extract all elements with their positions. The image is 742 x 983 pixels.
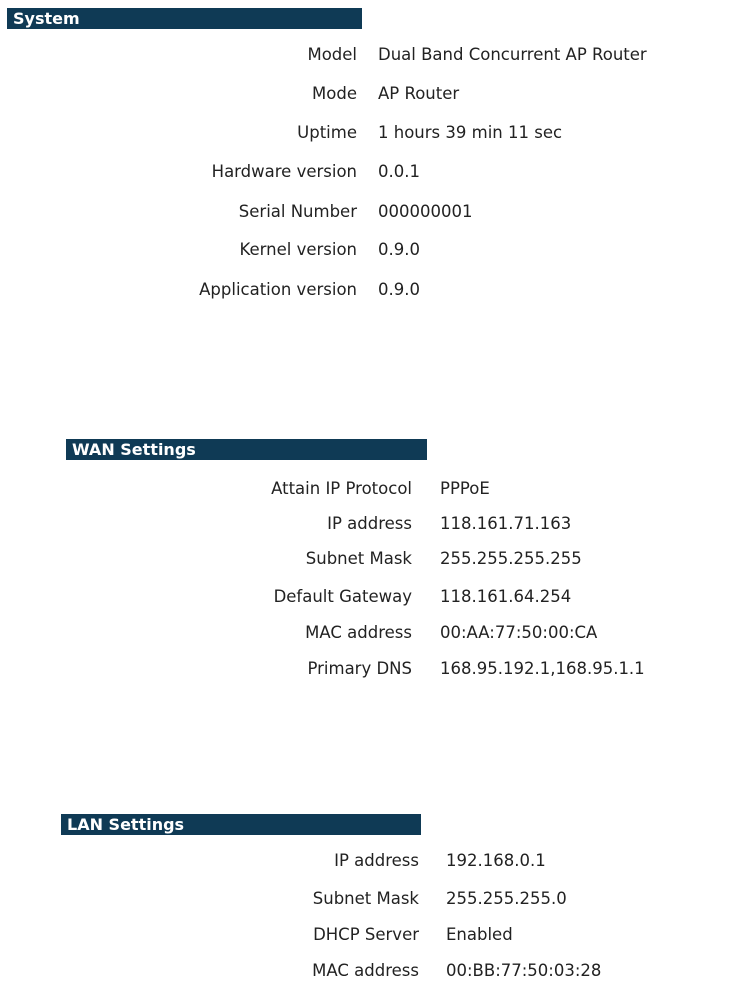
wan-subnet-mask-label: Subnet Mask <box>305 549 412 568</box>
wan-default-gateway-label: Default Gateway <box>273 587 412 606</box>
lan-ip-address-label: IP address <box>334 851 419 870</box>
wan-ip-address-label: IP address <box>327 514 412 533</box>
system-hardware-version-value: 0.0.1 <box>378 162 420 181</box>
lan-settings-header: LAN Settings <box>61 814 421 835</box>
wan-default-gateway-value: 118.161.64.254 <box>440 587 572 606</box>
wan-primary-dns-value: 168.95.192.1,168.95.1.1 <box>440 659 645 678</box>
wan-settings-section <box>66 439 742 699</box>
lan-mac-address-label: MAC address <box>312 961 419 980</box>
lan-dhcp-server-label: DHCP Server <box>313 925 419 944</box>
wan-subnet-mask-value: 255.255.255.255 <box>440 549 582 568</box>
system-section <box>7 8 742 328</box>
lan-ip-address-value: 192.168.0.1 <box>446 851 546 870</box>
system-kernel-version-label: Kernel version <box>239 240 357 259</box>
lan-dhcp-server-value: Enabled <box>446 925 513 944</box>
system-application-version-value: 0.9.0 <box>378 280 420 299</box>
system-mode-label: Mode <box>312 84 357 103</box>
system-serial-number-value: 000000001 <box>378 202 473 221</box>
wan-settings-header: WAN Settings <box>66 439 427 460</box>
system-mode-value: AP Router <box>378 84 460 103</box>
lan-mac-address-value: 00:BB:77:50:03:28 <box>446 961 602 980</box>
system-application-version-label: Application version <box>199 280 357 299</box>
system-kernel-version-value: 0.9.0 <box>378 240 420 259</box>
wan-primary-dns-label: Primary DNS <box>307 659 412 678</box>
system-section-header: System <box>7 8 362 29</box>
lan-subnet-mask-label: Subnet Mask <box>312 889 419 908</box>
wan-attain-ip-protocol-value: PPPoE <box>440 479 490 498</box>
wan-mac-address-value: 00:AA:77:50:00:CA <box>440 623 598 642</box>
system-model-value: Dual Band Concurrent AP Router <box>378 45 647 64</box>
system-uptime-label: Uptime <box>297 123 357 142</box>
wan-mac-address-label: MAC address <box>305 623 412 642</box>
lan-subnet-mask-value: 255.255.255.0 <box>446 889 567 908</box>
system-uptime-value: 1 hours 39 min 11 sec <box>378 123 563 142</box>
wan-attain-ip-protocol-label: Attain IP Protocol <box>271 479 412 498</box>
wan-ip-address-value: 118.161.71.163 <box>440 514 572 533</box>
system-model-label: Model <box>307 45 357 64</box>
system-hardware-version-label: Hardware version <box>211 162 357 181</box>
system-serial-number-label: Serial Number <box>238 202 357 221</box>
lan-settings-section <box>61 814 742 979</box>
